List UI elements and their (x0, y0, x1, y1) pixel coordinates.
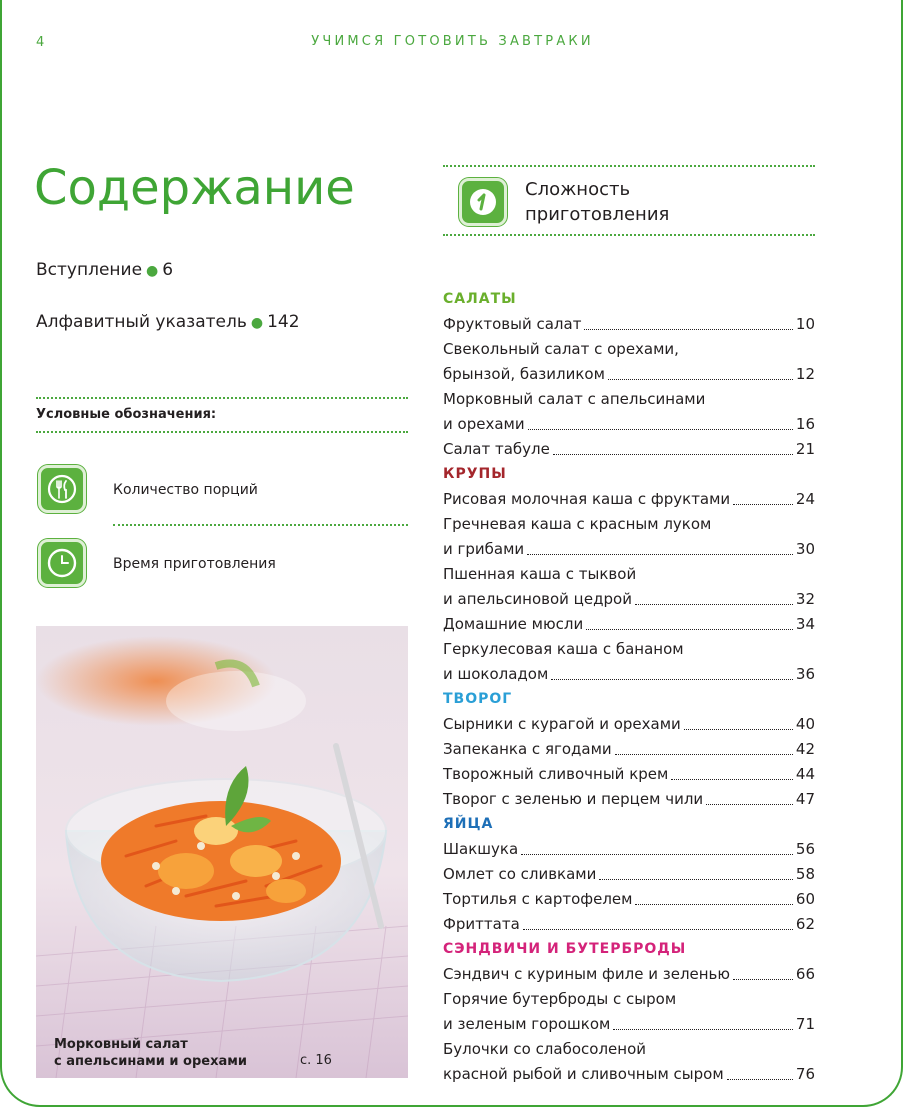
caption-page: с. 16 (300, 1053, 332, 1068)
toc-entry-title: красной рыбой и сливочным сыром (443, 1065, 724, 1083)
toc-entry[interactable] (443, 487, 815, 512)
toc-entry-title: и зеленым горошком (443, 1015, 611, 1033)
dot-leader (553, 437, 793, 455)
toc-entry[interactable] (443, 562, 815, 612)
toc-entry-title: Рисовая молочная каша с фруктами (443, 490, 731, 508)
toc-entry[interactable] (443, 837, 815, 862)
toc-entry-title: Горячие бутерброды с сыром (443, 990, 677, 1008)
toc-entry[interactable] (443, 312, 815, 337)
legend-servings-label: Количество порций (113, 482, 258, 498)
toc-entry[interactable] (443, 612, 815, 637)
front-matter-label: Вступление (36, 260, 143, 280)
clock-icon (38, 539, 86, 587)
toc-entry-title: Сырники с курагой и орехами (443, 715, 681, 733)
complexity-line: приготовления (525, 204, 670, 225)
toc-entry-page: 21 (795, 440, 815, 458)
toc-entry-page: 32 (795, 590, 815, 608)
toc-entry[interactable] (443, 962, 815, 987)
dot-leader (523, 912, 793, 930)
toc-entry-title: Фруктовый салат (443, 315, 582, 333)
toc-entry-page: 62 (795, 915, 815, 933)
dot-leader (584, 312, 792, 330)
toc-entry[interactable] (443, 437, 815, 462)
dot-leader (733, 962, 793, 980)
dot-leader (599, 862, 793, 880)
toc-entry-title: Гречневая каша с красным луком (443, 515, 712, 533)
toc-entry-title: и грибами (443, 540, 525, 558)
toc-entry-title: брынзой, базиликом (443, 365, 605, 383)
running-title: УЧИМСЯ ГОТОВИТЬ ЗАВТРАКИ (311, 34, 594, 49)
toc-entry-page: 30 (795, 540, 815, 558)
toc-entry-title: Омлет со сливками (443, 865, 597, 883)
toc-entry-page: 56 (795, 840, 815, 858)
toc-section-heading: ТВОРОГ (443, 691, 513, 707)
dot-leader (608, 362, 793, 380)
page-number: 4 (36, 35, 45, 50)
toc-entry-title: Фриттата (443, 915, 520, 933)
toc-entry-title: Салат табуле (443, 440, 550, 458)
caption-line: с апельсинами и орехами (54, 1054, 247, 1069)
front-matter-intro[interactable] (36, 260, 173, 280)
divider (443, 234, 815, 236)
toc-entry-page: 66 (795, 965, 815, 983)
toc-entry-title: Геркулесовая каша с бананом (443, 640, 684, 658)
legend-title: Условные обозначения: (36, 407, 217, 422)
dot-leader (706, 787, 793, 805)
salad-photo (36, 626, 408, 1078)
toc-entry[interactable] (443, 912, 815, 937)
toc-entry-page: 36 (795, 665, 815, 683)
caption-line: Морковный салат (54, 1037, 188, 1052)
toc-entry[interactable] (443, 712, 815, 737)
table-of-contents (443, 287, 815, 1087)
toc-entry[interactable] (443, 987, 815, 1037)
toc-entry[interactable] (443, 637, 815, 687)
toc-entry-page: 42 (795, 740, 815, 758)
photo-caption (54, 1036, 294, 1070)
complexity-label (525, 177, 669, 227)
dot-leader (635, 887, 792, 905)
divider (36, 431, 408, 433)
toc-entry[interactable] (443, 787, 815, 812)
divider (443, 165, 815, 167)
toc-entry-page: 47 (795, 790, 815, 808)
toc-entry-title: Творожный сливочный крем (443, 765, 669, 783)
toc-entry[interactable] (443, 337, 815, 387)
front-matter-page: 142 (267, 312, 300, 332)
toc-entry-title: Домашние мюсли (443, 615, 584, 633)
divider (113, 524, 408, 526)
toc-entry-page: 24 (795, 490, 815, 508)
toc-entry[interactable] (443, 762, 815, 787)
dot-leader (684, 712, 793, 730)
front-matter-index[interactable] (36, 312, 300, 332)
toc-entry-page: 58 (795, 865, 815, 883)
front-matter-page: 6 (162, 260, 174, 280)
toc-entry-page: 10 (795, 315, 815, 333)
fork-knife-icon (38, 465, 86, 513)
toc-entry[interactable] (443, 512, 815, 562)
toc-entry-title: и орехами (443, 415, 525, 433)
toc-entry-title: Морковный салат с апельсинами (443, 390, 706, 408)
toc-entry-title: Шакшука (443, 840, 519, 858)
dot-leader (551, 662, 793, 680)
divider (36, 397, 408, 399)
dot-leader (635, 587, 793, 605)
toc-entry-title: Свекольный салат с орехами, (443, 340, 679, 358)
dot-leader (527, 537, 793, 555)
dot-leader (615, 737, 793, 755)
toc-entry-page: 71 (795, 1015, 815, 1033)
toc-entry-title: Пшенная каша с тыквой (443, 565, 637, 583)
toc-section-heading: ЯЙЦА (443, 816, 494, 832)
dot-leader (521, 837, 793, 855)
toc-entry[interactable] (443, 862, 815, 887)
dot-leader (733, 487, 793, 505)
toc-entry-page: 12 (795, 365, 815, 383)
toc-entry-page: 76 (795, 1065, 815, 1083)
dot-leader (727, 1062, 793, 1080)
toc-entry[interactable] (443, 887, 815, 912)
toc-entry-title: Творог с зеленью и перцем чили (443, 790, 704, 808)
toc-entry-page: 44 (795, 765, 815, 783)
toc-entry-page: 16 (795, 415, 815, 433)
bullet-dot: ● (146, 263, 159, 279)
toc-entry-title: и апельсиновой цедрой (443, 590, 632, 608)
front-matter-label: Алфавитный указатель (36, 312, 247, 332)
toc-entry-title: Тортилья с картофелем (443, 890, 633, 908)
complexity-1-icon (459, 178, 507, 226)
dot-leader (613, 1012, 793, 1030)
toc-entry[interactable] (443, 387, 815, 437)
toc-entry-page: 60 (795, 890, 815, 908)
complexity-line: Сложность (525, 179, 631, 200)
toc-entry-title: Запеканка с ягодами (443, 740, 612, 758)
dot-leader (671, 762, 793, 780)
toc-entry-title: Булочки со слабосоленой (443, 1040, 646, 1058)
toc-entry-page: 34 (795, 615, 815, 633)
toc-entry[interactable] (443, 1037, 815, 1087)
dot-leader (586, 612, 793, 630)
dot-leader (528, 412, 793, 430)
toc-section-heading: САЛАТЫ (443, 291, 517, 307)
toc-entry-title: и шоколадом (443, 665, 549, 683)
toc-entry[interactable] (443, 737, 815, 762)
legend-time-label: Время приготовления (113, 556, 276, 572)
toc-section-heading: КРУПЫ (443, 466, 507, 482)
bullet-dot: ● (250, 315, 264, 331)
toc-section-heading: СЭНДВИЧИ И БУТЕРБРОДЫ (443, 941, 687, 957)
toc-entry-title: Сэндвич с куриным филе и зеленью (443, 965, 731, 983)
toc-entry-page: 40 (795, 715, 815, 733)
page-title: Содержание (34, 160, 355, 216)
